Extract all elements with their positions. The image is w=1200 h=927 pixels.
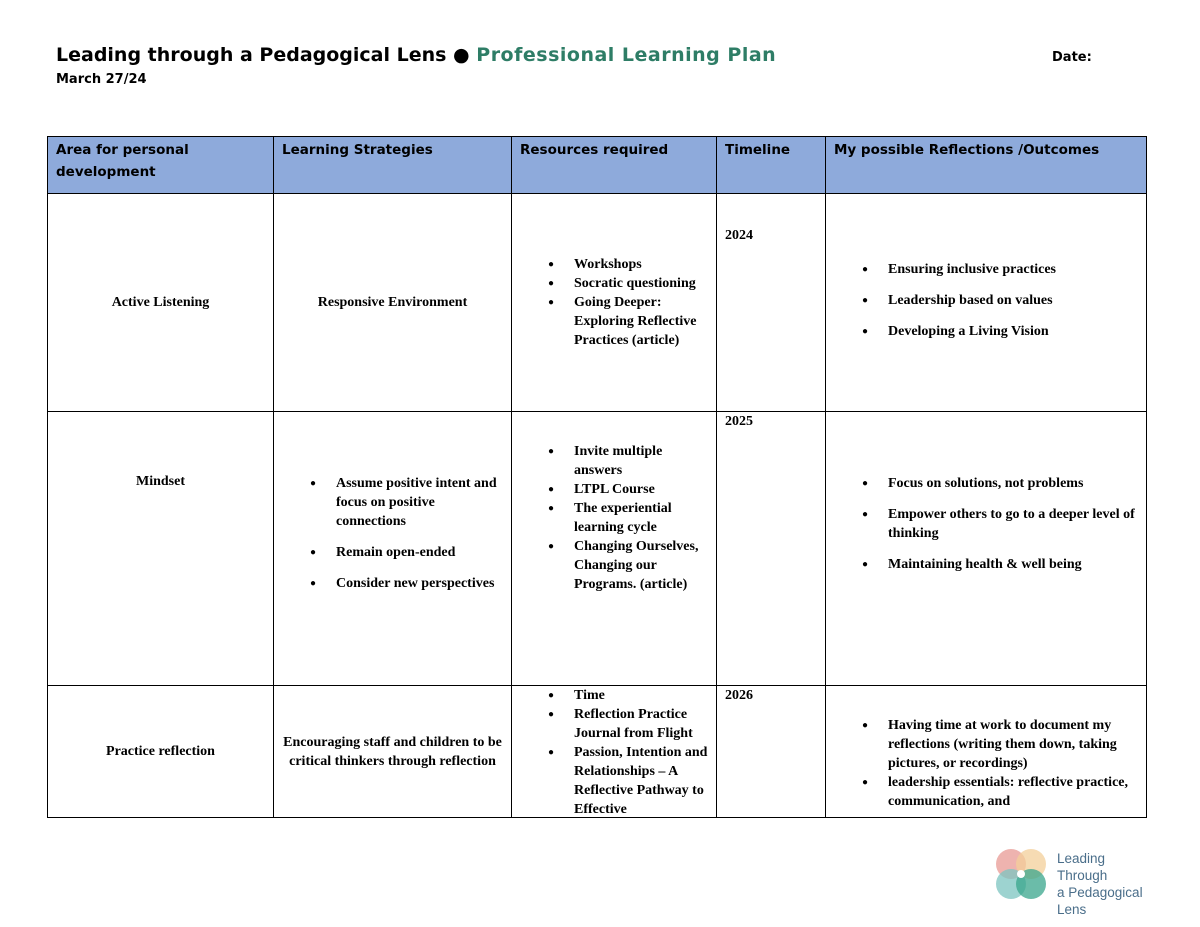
- list-item: ● Remain open-ended: [310, 543, 501, 562]
- outcomes-list: [862, 474, 1140, 574]
- timeline-cell: [717, 686, 826, 818]
- resources-cell: [512, 686, 717, 818]
- area-text: Practice reflection: [106, 744, 215, 759]
- list-item: ● LTPL Course: [548, 480, 710, 499]
- area-cell: [48, 194, 274, 412]
- outcomes-cell: [826, 412, 1147, 686]
- date-value: March 27/24: [56, 72, 147, 87]
- area-cell: [48, 686, 274, 818]
- logo-line: Leading Through: [1057, 851, 1108, 883]
- strategies-cell: [274, 412, 512, 686]
- resources-list: [548, 442, 710, 594]
- resources-cell: [512, 412, 717, 686]
- table-row: [48, 194, 1147, 412]
- area-text: Mindset: [136, 474, 185, 489]
- table-row: [48, 686, 1147, 818]
- logo-text: [1057, 850, 1157, 918]
- outcomes-cell: [826, 686, 1147, 818]
- title-primary: Leading through a Pedagogical Lens ●: [56, 44, 477, 66]
- column-header: Area for personal development: [48, 137, 274, 194]
- list-item: ● Changing Ourselves, Changing our Programs. (article): [548, 537, 710, 594]
- outcomes-list: [862, 716, 1140, 811]
- list-item: ● Workshops: [548, 255, 710, 274]
- list-item: ● Focus on solutions, not problems: [862, 474, 1140, 493]
- strategies-cell: [274, 194, 512, 412]
- timeline-cell: [717, 194, 826, 412]
- strategy-text: Encouraging staff and children to be critical thinkers through reflection: [283, 734, 502, 769]
- list-item: ● The experiential learning cycle: [548, 499, 710, 537]
- list-item: ● Leadership based on values: [862, 291, 1140, 310]
- list-item: ● Reflection Practice Journal from Flight: [548, 705, 710, 743]
- strategies-list: [310, 474, 501, 593]
- column-header: Resources required: [512, 137, 717, 194]
- timeline-year: 2025: [725, 414, 753, 429]
- list-item: ● Going Deeper: Exploring Reflective Practices (article): [548, 293, 710, 350]
- resources-cell: [512, 194, 717, 412]
- timeline-cell: [717, 412, 826, 686]
- area-cell: [48, 412, 274, 686]
- timeline-year: 2026: [725, 688, 753, 703]
- list-item: ● Developing a Living Vision: [862, 322, 1140, 341]
- area-text: Active Listening: [111, 295, 210, 310]
- logo-line: Lens: [1057, 902, 1087, 917]
- title-secondary: Professional Learning Plan: [476, 44, 777, 66]
- table-header-row: [48, 137, 1147, 194]
- learning-plan-table: [47, 136, 1147, 818]
- list-item: ● Invite multiple answers: [548, 442, 710, 480]
- list-item: ● Assume positive intent and focus on positive connections: [310, 474, 501, 531]
- date-label: Date:: [1052, 50, 1092, 65]
- list-item: ● Having time at work to document my reflections (writing them down, taking pictures, or recordings): [862, 716, 1140, 773]
- logo-center-dot: [1017, 870, 1025, 878]
- outcomes-list: [862, 260, 1140, 341]
- list-item: ● Consider new perspectives: [310, 574, 501, 593]
- resources-list: [548, 255, 710, 350]
- document-title: [56, 44, 1096, 66]
- logo-line: a Pedagogical: [1057, 885, 1143, 900]
- table-row: [48, 412, 1147, 686]
- list-item: ● Socratic questioning: [548, 274, 710, 293]
- list-item: ● Ensuring inclusive practices: [862, 260, 1140, 279]
- timeline-year: 2024: [725, 228, 753, 243]
- list-item: ● Time: [548, 686, 710, 705]
- outcomes-cell: [826, 194, 1147, 412]
- list-item: ● Empower others to go to a deeper level of thinking: [862, 505, 1140, 543]
- strategy-text: Responsive Environment: [317, 295, 468, 310]
- list-item: ● Maintaining health & well being: [862, 555, 1140, 574]
- column-header: Learning Strategies: [274, 137, 512, 194]
- column-header: Timeline: [717, 137, 826, 194]
- resources-list: [548, 686, 710, 817]
- column-header: My possible Reflections /Outcomes: [826, 137, 1147, 194]
- list-item: ● Passion, Intention and Relationships – A Reflective Pathway to Effective: [548, 743, 710, 817]
- strategies-cell: [274, 686, 512, 818]
- list-item: ● leadership essentials: reflective practice, communication, and: [862, 773, 1140, 811]
